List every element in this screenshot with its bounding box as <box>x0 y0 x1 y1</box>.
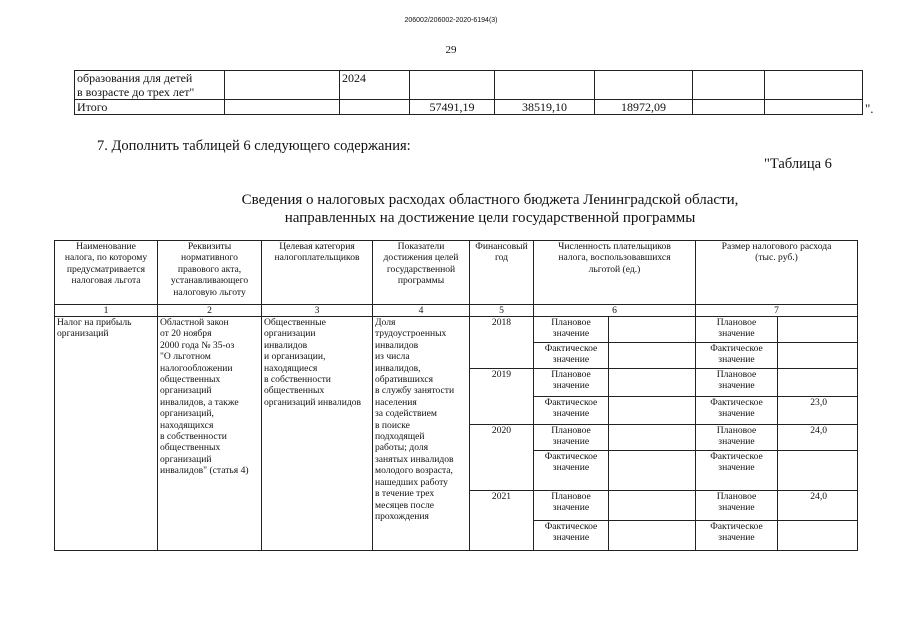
year-2019: 2019 <box>470 369 534 425</box>
page-number: 29 <box>445 44 457 56</box>
header-legal-act: Реквизиты нормативного правового акта, устанавливающего налоговую льготу <box>158 241 262 305</box>
amount-actual-2019: 23,0 <box>778 397 858 425</box>
count-planned-label: Плановое значение <box>534 317 609 343</box>
count-actual-label: Фактическое значение <box>534 343 609 369</box>
count-actual-label: Фактическое значение <box>534 451 609 491</box>
total-value-1: 57491,19 <box>410 100 495 115</box>
count-actual-label: Фактическое значение <box>534 397 609 425</box>
count-planned-label: Плановое значение <box>534 369 609 397</box>
amount-planned-label: Плановое значение <box>696 425 778 451</box>
legal-act-cell: Областной закон от 20 ноября 2000 года № 35-оз "О льготном налогообложении общественных организаций инвалидов, а также организаций, находящихся в собственности общественных организаций инвалидов" (статья 4) <box>158 317 262 551</box>
header-fiscal-year: Финансовый год <box>470 241 534 305</box>
amount-actual-2020 <box>778 451 858 491</box>
header-expense-amount: Размер налогового расхода (тыс. руб.) <box>696 241 858 305</box>
row-year: 2024 <box>340 71 410 100</box>
header-taxpayer-count: Численность плательщиков налога, воспользовавшихся льготой (ед.) <box>534 241 696 305</box>
amount-actual-label: Фактическое значение <box>696 343 778 369</box>
amount-planned-label: Плановое значение <box>696 491 778 521</box>
amount-planned-label: Плановое значение <box>696 369 778 397</box>
amount-actual-2021 <box>778 521 858 551</box>
count-actual-label: Фактическое значение <box>534 521 609 551</box>
total-value-3: 18972,09 <box>595 100 693 115</box>
document-id: 206002/206002-2020-6194(3) <box>404 17 498 24</box>
amount-actual-label: Фактическое значение <box>696 397 778 425</box>
total-value-2: 38519,10 <box>495 100 595 115</box>
amount-actual-label: Фактическое значение <box>696 451 778 491</box>
amount-planned-2018 <box>778 317 858 343</box>
closing-quote: ". <box>865 101 874 116</box>
year-2020: 2020 <box>470 425 534 491</box>
year-2018: 2018 <box>470 317 534 369</box>
header-category: Целевая категория налогоплательщиков <box>262 241 373 305</box>
table-label: "Таблица 6 <box>764 156 832 172</box>
header-indicators: Показатели достижения целей государственной программы <box>373 241 470 305</box>
amount-planned-label: Плановое значение <box>696 317 778 343</box>
header-tax-name: Наименование налога, по которому предусматривается налоговая льгота <box>55 241 158 305</box>
amount-actual-label: Фактическое значение <box>696 521 778 551</box>
year-2021: 2021 <box>470 491 534 551</box>
tax-name-cell: Налог на прибыль организаций <box>55 317 158 551</box>
continued-table <box>74 70 863 115</box>
amount-planned-2021: 24,0 <box>778 491 858 521</box>
count-planned-label: Плановое значение <box>534 425 609 451</box>
total-label: Итого <box>75 100 225 115</box>
table-caption: Сведения о налоговых расходах областного бюджета Ленинградской области, направленных на достижение цели государственной программы <box>241 192 739 226</box>
table-row <box>55 317 858 343</box>
tax-expenditure-table <box>54 240 858 551</box>
category-cell: Общественные организации инвалидов и организации, находящиеся в собственности общественных организаций инвалидов <box>262 317 373 551</box>
amount-actual-2018 <box>778 343 858 369</box>
count-planned-label: Плановое значение <box>534 491 609 521</box>
row-name-cell: образования для детей в возрасте до трех лет" <box>75 71 225 100</box>
amount-planned-2020: 24,0 <box>778 425 858 451</box>
header-row <box>55 241 858 305</box>
amendment-item-7: 7. Дополнить таблицей 6 следующего содержания: <box>97 138 411 154</box>
index-row: 1 2 3 4 5 6 7 <box>55 305 858 317</box>
amount-planned-2019 <box>778 369 858 397</box>
indicator-cell: Доля трудоустроенных инвалидов из числа инвалидов, обратившихся в службу занятости населения за содействием в поиске подходящей работы; доля занятых инвалидов молодого возраста, нашедших работу в течение трех месяцев после прохождения <box>373 317 470 551</box>
total-row <box>75 100 863 115</box>
table-row <box>75 71 863 100</box>
